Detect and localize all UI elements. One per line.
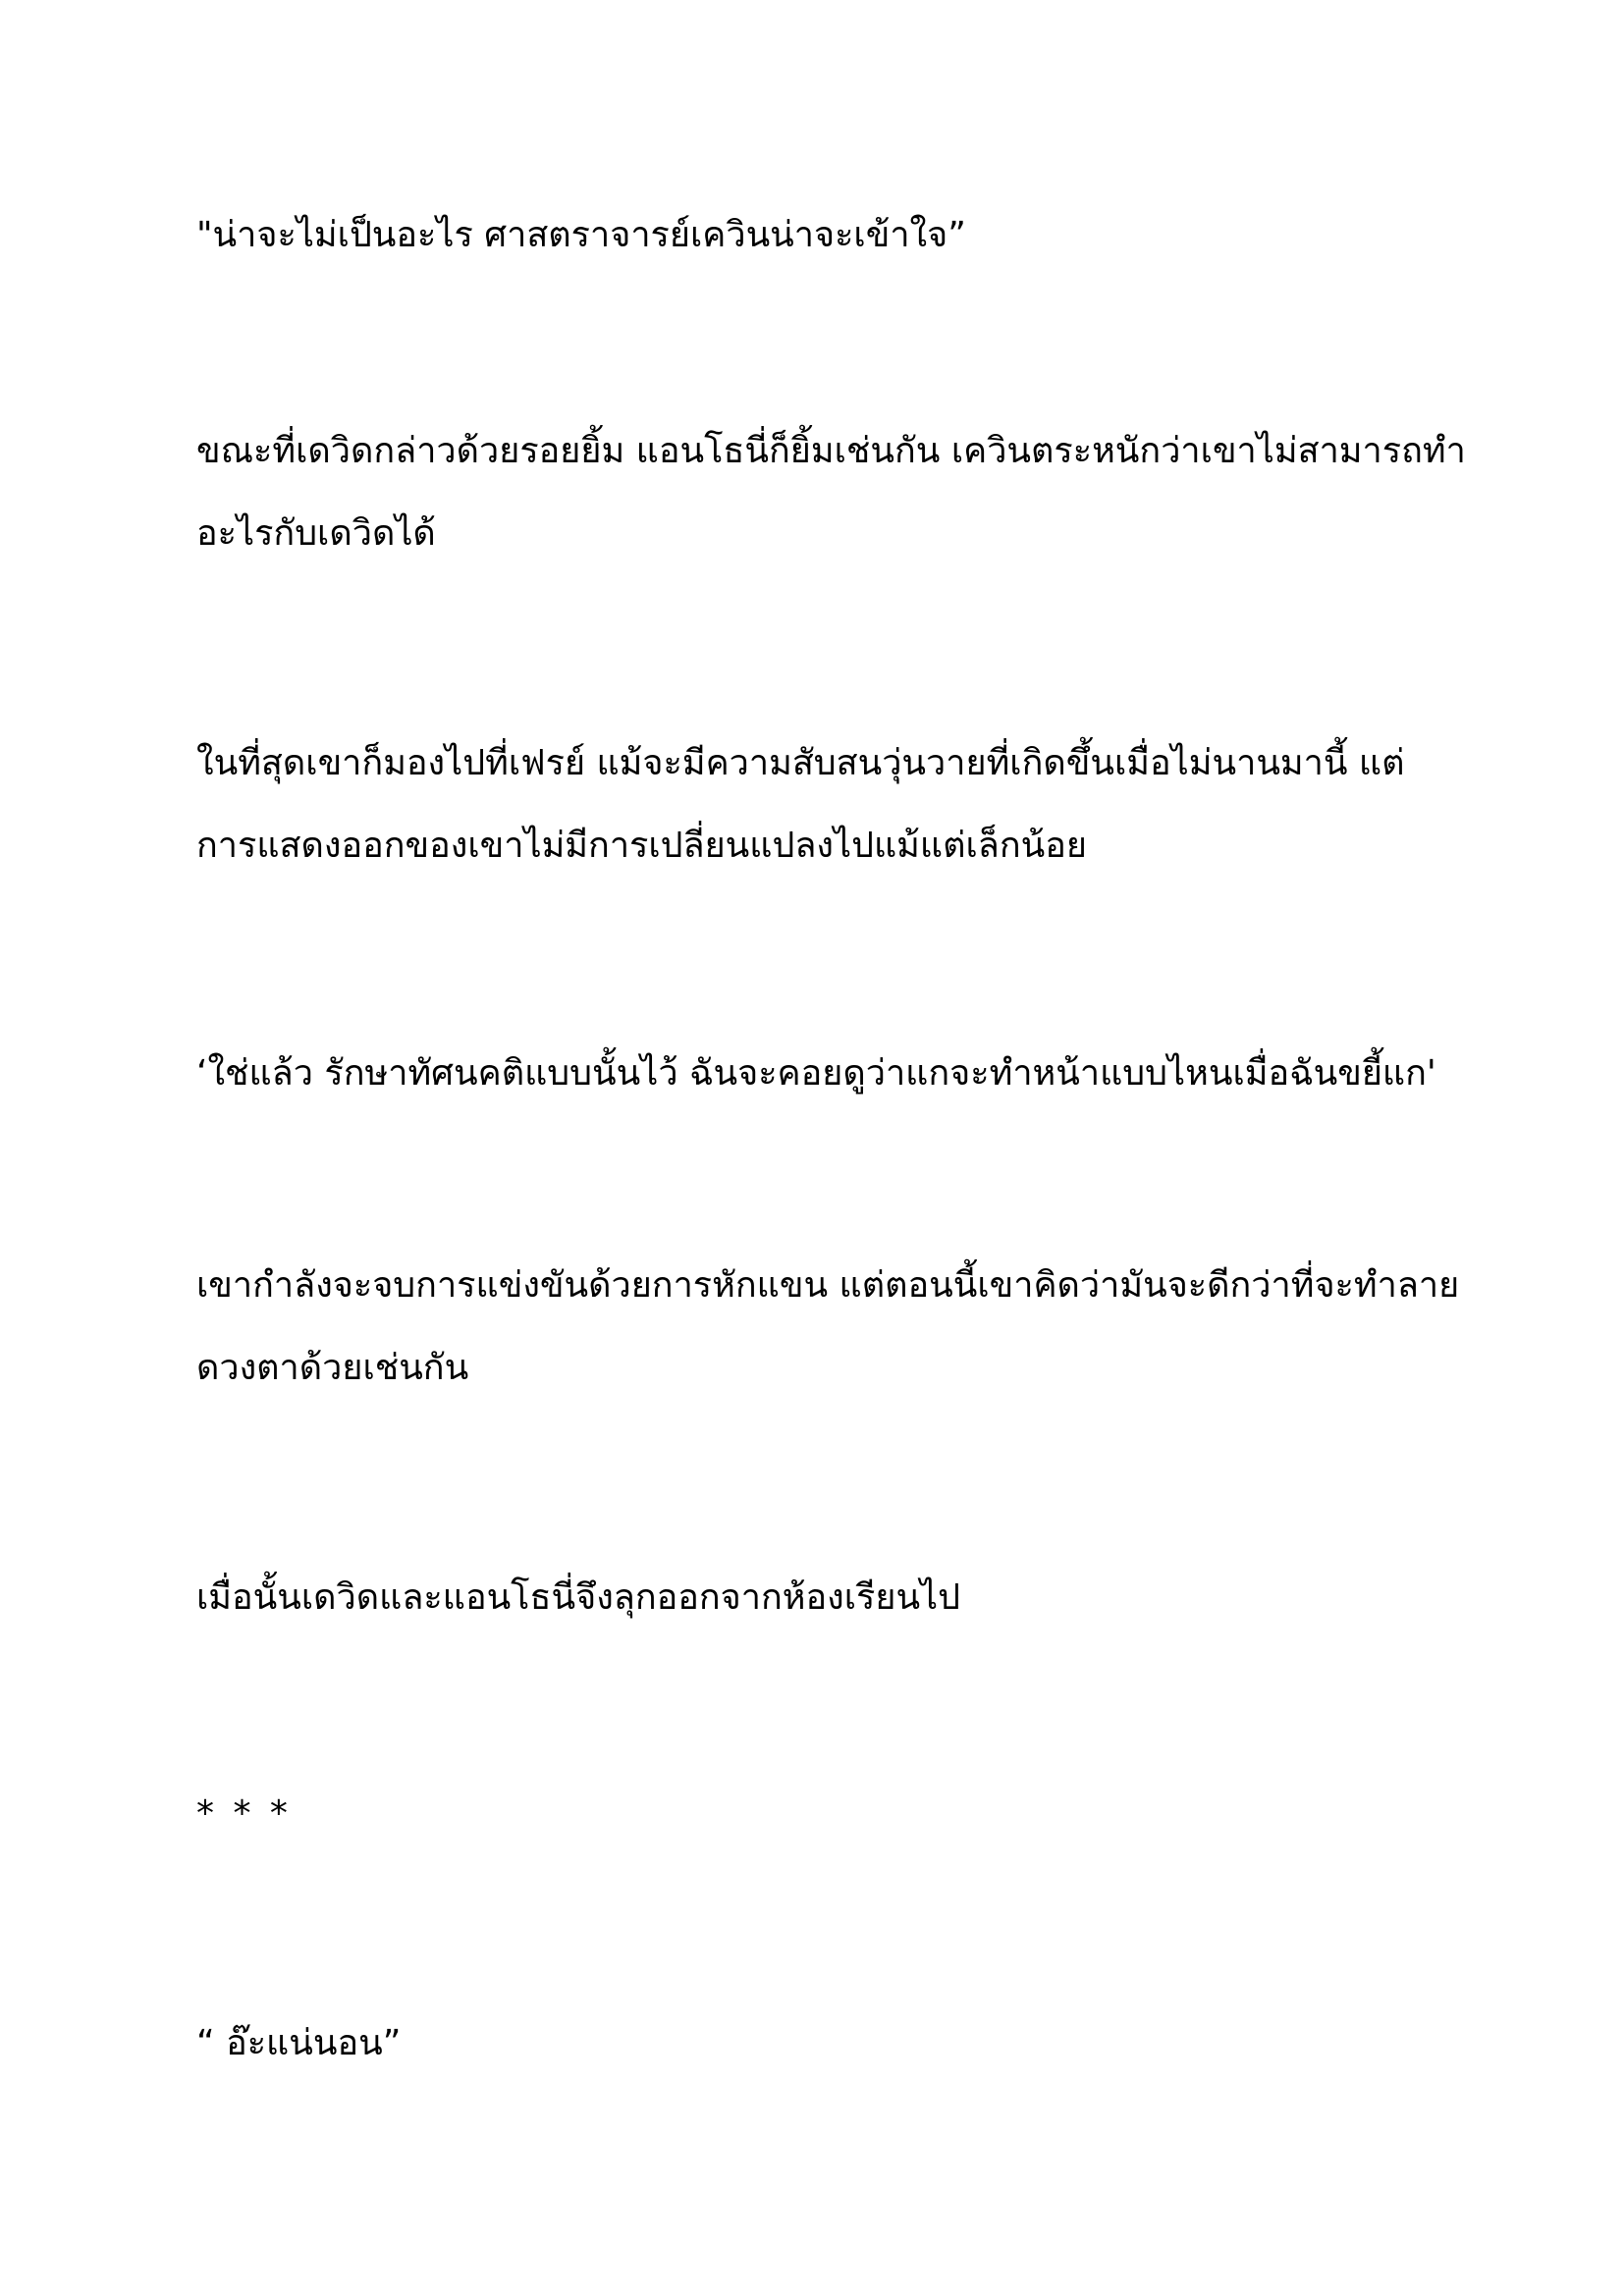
paragraph-4 (196, 1033, 1463, 1115)
text-line: การแสดงออกของเขาไม่มีการเปลี่ยนแปลงไปแม้แต่เล็กน้อย (196, 826, 1087, 866)
paragraph-8 (196, 2002, 1463, 2085)
paragraph-5 (196, 1245, 1463, 1410)
text-line: ในที่สุดเขาก็มองไปที่เฟรย์ แม้จะมีความสับสนวุ่นวายที่เกิดขึ้นเมื่อไม่นานมานี้ แต่ (196, 743, 1405, 783)
paragraph-6 (196, 1557, 1463, 1639)
text-line: “ อ๊ะแน่นอน” (196, 2023, 402, 2063)
text-line: ขณะที่เดวิดกล่าวด้วยรอยยิ้ม แอนโธนี่ก็ยิ้มเช่นกัน เควินตระหนักว่าเขาไม่สามารถทำ (196, 431, 1466, 471)
paragraph-2 (196, 410, 1466, 575)
scene-break (196, 1773, 1463, 1855)
text-line: เมื่อนั้นเดวิดและแอนโธนี่จึงลุกออกจากห้องเรียนไป (196, 1577, 961, 1618)
text-line: "น่าจะไม่เป็นอะไร ศาสตราจารย์เควินน่าจะเข้าใจ” (196, 215, 966, 255)
text-line: * * * (196, 1793, 292, 1834)
text-line: อะไรกับเดวิดได้ (196, 513, 436, 554)
text-line: เขากำลังจะจบการแข่งขันด้วยการหักแขน แต่ตอนนี้เขาคิดว่ามันจะดีกว่าที่จะทำลาย (196, 1265, 1460, 1306)
text-line: ‘ใช่แล้ว รักษาทัศนคติแบบนั้นไว้ ฉันจะคอยดูว่าแกจะทำหน้าแบบไหนเมื่อฉันขยี้แก' (196, 1053, 1436, 1094)
text-line: ดวงตาด้วยเช่นกัน (196, 1348, 469, 1388)
paragraph-1 (196, 194, 1463, 277)
paragraph-3 (196, 722, 1463, 887)
